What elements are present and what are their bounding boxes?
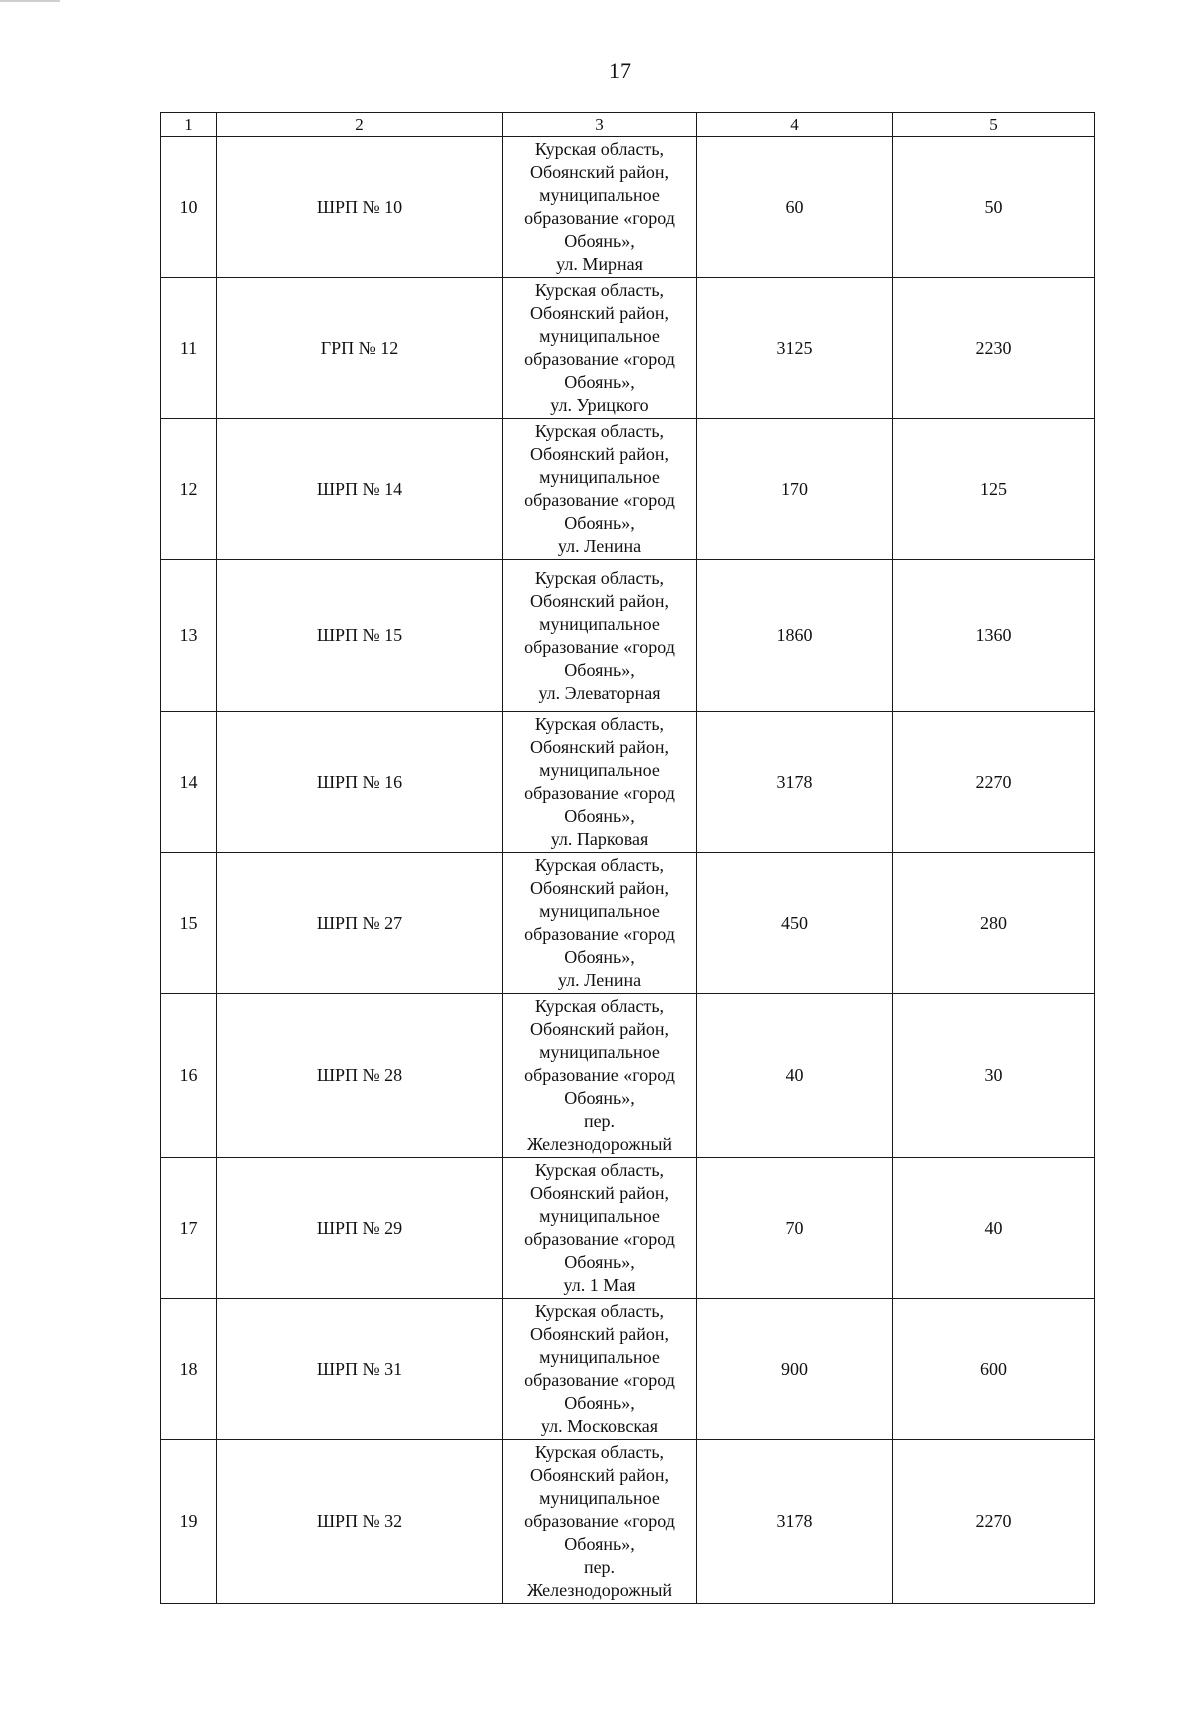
- address-line: пер.: [583, 1111, 616, 1131]
- table-row: [161, 278, 1095, 419]
- column-5-value-cell: 40: [893, 1158, 1095, 1299]
- header-cell-5: 5: [893, 113, 1095, 137]
- station-name-cell: ШРП № 16: [217, 712, 503, 853]
- row-number-cell: 11: [161, 278, 217, 419]
- address-line: муниципальное: [539, 1206, 660, 1226]
- station-name-cell: ШРП № 14: [217, 419, 503, 560]
- address-line: муниципальное: [539, 1042, 660, 1062]
- address-line: Обоянь»,: [564, 1393, 635, 1413]
- station-name-cell: ШРП № 31: [217, 1299, 503, 1440]
- address-line: ул. Парковая: [550, 829, 649, 849]
- address-line: муниципальное: [539, 901, 660, 921]
- table-row: [161, 560, 1095, 712]
- column-5-value-cell: 2270: [893, 712, 1095, 853]
- station-name-cell: ШРП № 27: [217, 853, 503, 994]
- column-5-value-cell: 125: [893, 419, 1095, 560]
- address-line: образование «город: [524, 1370, 675, 1390]
- column-5-value-cell: 50: [893, 137, 1095, 278]
- address-line: Обоянь»,: [564, 806, 635, 826]
- address-line: образование «город: [524, 1065, 675, 1085]
- column-4-value-cell: 40: [697, 994, 893, 1158]
- station-name-cell: ШРП № 28: [217, 994, 503, 1158]
- address-line: образование «город: [524, 1511, 675, 1531]
- column-5-value-cell: 2270: [893, 1440, 1095, 1604]
- header-cell-3: 3: [503, 113, 697, 137]
- table-row: [161, 853, 1095, 994]
- station-name-cell: ШРП № 10: [217, 137, 503, 278]
- table-row: [161, 137, 1095, 278]
- column-4-value-cell: 60: [697, 137, 893, 278]
- address-line: пер.: [583, 1557, 616, 1577]
- address-line: Обоянский район,: [530, 1183, 669, 1203]
- address-line: образование «город: [524, 208, 675, 228]
- address-line: ул. Урицкого: [550, 395, 649, 415]
- address-cell: [503, 560, 697, 712]
- address-line: ул. Ленина: [557, 970, 642, 990]
- address-line: Железнодорожный: [526, 1580, 673, 1600]
- row-number-cell: 16: [161, 994, 217, 1158]
- address-line: Курская область,: [534, 1301, 665, 1321]
- address-line: Обоянский район,: [530, 1019, 669, 1039]
- row-number-cell: 18: [161, 1299, 217, 1440]
- column-5-value-cell: 280: [893, 853, 1095, 994]
- address-line: Обоянский район,: [530, 303, 669, 323]
- column-5-value-cell: 2230: [893, 278, 1095, 419]
- address-cell: [503, 1158, 697, 1299]
- address-line: Обоянь»,: [564, 659, 635, 680]
- address-line: Обоянский район,: [530, 162, 669, 182]
- column-5-value-cell: 1360: [893, 560, 1095, 712]
- address-line: Курская область,: [534, 139, 665, 159]
- address-line: образование «город: [524, 1229, 675, 1249]
- address-cell: [503, 419, 697, 560]
- column-4-value-cell: 900: [697, 1299, 893, 1440]
- table-row: [161, 994, 1095, 1158]
- page-number: 17: [609, 58, 631, 83]
- header-cell-4: 4: [697, 113, 893, 137]
- address-line: Курская область,: [534, 280, 665, 300]
- address-line: Обоянский район,: [530, 444, 669, 464]
- address-line: Обоянский район,: [530, 878, 669, 898]
- address-cell: [503, 278, 697, 419]
- address-cell: [503, 994, 697, 1158]
- address-line: ул. Мирная: [556, 254, 643, 274]
- address-cell: [503, 1299, 697, 1440]
- table-row: [161, 712, 1095, 853]
- address-cell: [503, 1440, 697, 1604]
- address-line: муниципальное: [539, 613, 660, 634]
- address-line: Обоянь»,: [564, 947, 635, 967]
- address-line: образование «город: [524, 783, 675, 803]
- station-name-cell: ШРП № 29: [217, 1158, 503, 1299]
- column-5-value-cell: 600: [893, 1299, 1095, 1440]
- address-line: ул. Элеваторная: [538, 682, 661, 703]
- address-line: Курская область,: [534, 855, 665, 875]
- row-number-cell: 12: [161, 419, 217, 560]
- address-line: Курская область,: [534, 714, 665, 734]
- address-line: Обоянь»,: [564, 1534, 635, 1554]
- row-number-cell: 15: [161, 853, 217, 994]
- table-row: [161, 1158, 1095, 1299]
- address-line: муниципальное: [539, 760, 660, 780]
- address-line: муниципальное: [539, 185, 660, 205]
- address-line: Обоянь»,: [564, 1088, 635, 1108]
- address-line: Курская область,: [534, 1160, 665, 1180]
- address-line: Обоянь»,: [564, 372, 635, 392]
- column-4-value-cell: 1860: [697, 560, 893, 712]
- column-4-value-cell: 3178: [697, 712, 893, 853]
- address-line: муниципальное: [539, 326, 660, 346]
- address-line: муниципальное: [539, 1347, 660, 1367]
- station-name-cell: ГРП № 12: [217, 278, 503, 419]
- station-name-cell: ШРП № 15: [217, 560, 503, 712]
- column-4-value-cell: 450: [697, 853, 893, 994]
- address-cell: [503, 712, 697, 853]
- row-number-cell: 19: [161, 1440, 217, 1604]
- address-line: Курская область,: [534, 567, 665, 588]
- address-line: ул. 1 Мая: [563, 1275, 636, 1295]
- address-line: ул. Московская: [540, 1416, 659, 1436]
- address-line: образование «город: [524, 924, 675, 944]
- table-row: [161, 419, 1095, 560]
- address-line: Обоянский район,: [530, 1324, 669, 1344]
- row-number-cell: 17: [161, 1158, 217, 1299]
- address-line: Обоянь»,: [564, 513, 635, 533]
- table-body: [161, 137, 1095, 1604]
- address-line: ул. Ленина: [557, 536, 642, 556]
- address-line: Обоянский район,: [530, 737, 669, 757]
- address-cell: [503, 853, 697, 994]
- address-cell: [503, 137, 697, 278]
- column-4-value-cell: 3178: [697, 1440, 893, 1604]
- address-line: муниципальное: [539, 1488, 660, 1508]
- table-row: [161, 1440, 1095, 1604]
- row-number-cell: 10: [161, 137, 217, 278]
- header-row: [161, 113, 1095, 137]
- address-line: муниципальное: [539, 467, 660, 487]
- header-cell-1: 1: [161, 113, 217, 137]
- row-number-cell: 14: [161, 712, 217, 853]
- scan-edge-mark: [0, 0, 60, 2]
- data-table: [160, 112, 1095, 1604]
- address-line: Обоянь»,: [564, 231, 635, 251]
- address-line: Курская область,: [534, 421, 665, 441]
- station-name-cell: ШРП № 32: [217, 1440, 503, 1604]
- table-row: [161, 1299, 1095, 1440]
- column-4-value-cell: 170: [697, 419, 893, 560]
- address-line: Обоянь»,: [564, 1252, 635, 1272]
- column-4-value-cell: 3125: [697, 278, 893, 419]
- header-cell-2: 2: [217, 113, 503, 137]
- address-line: образование «город: [524, 349, 675, 369]
- address-line: Курская область,: [534, 1442, 665, 1462]
- address-line: Обоянский район,: [530, 1465, 669, 1485]
- address-line: Железнодорожный: [526, 1134, 673, 1154]
- address-line: Курская область,: [534, 996, 665, 1016]
- address-line: Обоянский район,: [530, 590, 669, 611]
- row-number-cell: 13: [161, 560, 217, 712]
- address-line: образование «город: [524, 490, 675, 510]
- column-4-value-cell: 70: [697, 1158, 893, 1299]
- address-line: образование «город: [524, 636, 675, 657]
- column-5-value-cell: 30: [893, 994, 1095, 1158]
